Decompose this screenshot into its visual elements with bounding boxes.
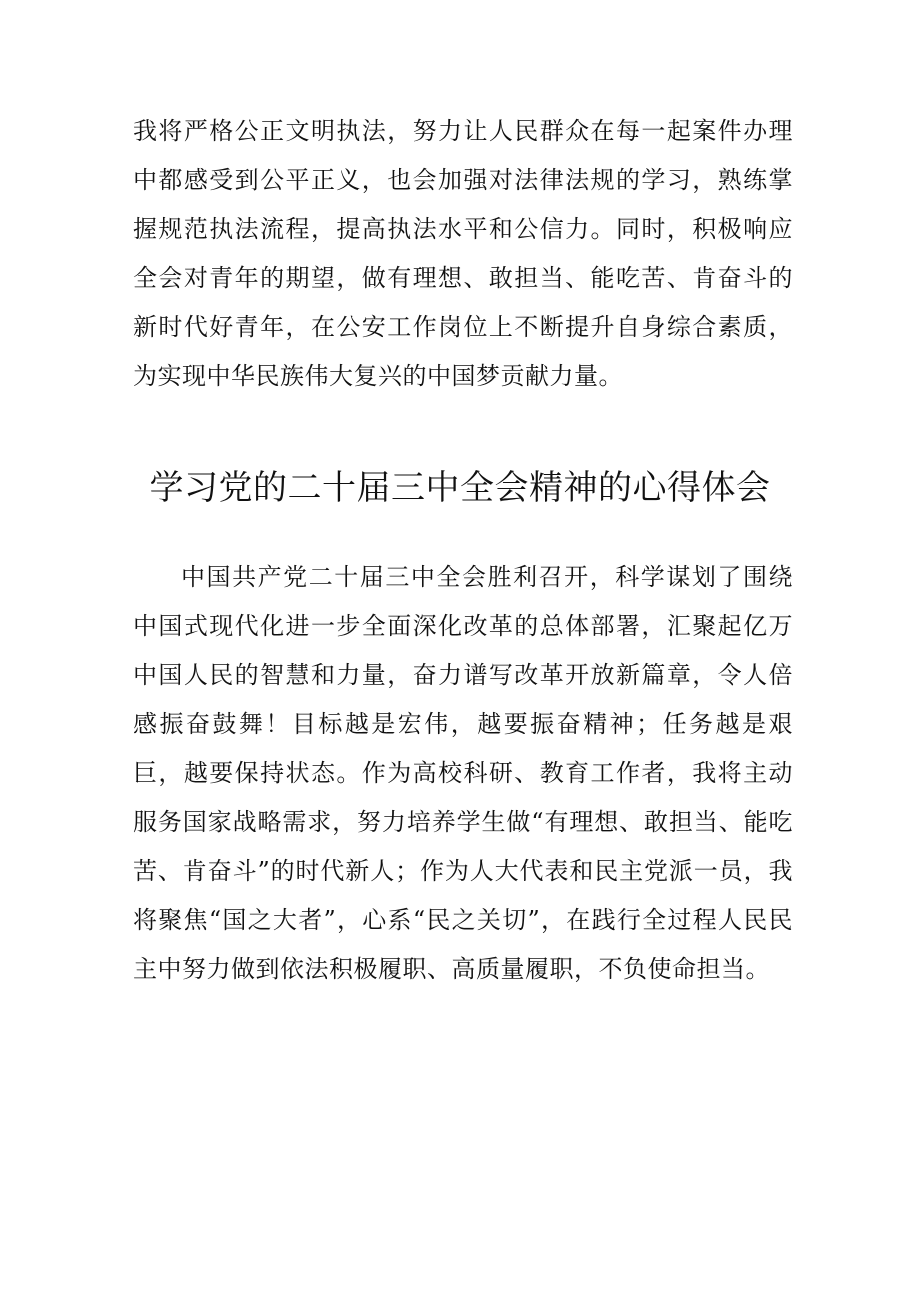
body-paragraph-1: 我将严格公正文明执法，努力让人民群众在每一起案件办理中都感受到公平正义，也会加强对法律法规的学习，熟练掌握规范执法流程，提高执法水平和公信力。同时，积极响应全会对青年的期望，做有理想、敢担当、能吃苦、肯奋斗的新时代好青年，在公安工作岗位上不断提升自身综合素质，为实现中华民族伟大复兴的中国梦贡献力量。 [133,117,793,390]
essay-title: 学习党的二十届三中全会精神的心得体会 [149,468,771,508]
body-paragraph-2: 中国共产党二十届三中全会胜利召开，科学谋划了围绕中国式现代化进一步全面深化改革的总体部署，汇聚起亿万中国人民的智慧和力量，奋力谱写改革开放新篇章，令人倍感振奋鼓舞！目标越是宏伟，越要振奋精神；任务越是艰巨，越要保持状态。作为高校科研、教育工作者，我将主动服务国家战略需求，努力培养学生做“有理想、敢担当、能吃苦、肯奋斗”的时代新人；作为人大代表和民主党派一员，我将聚焦“国之大者”，心系“民之关切”，在践行全过程人民民主中努力做到依法积极履职、高质量履职，不负使命担当。 [133,563,793,983]
